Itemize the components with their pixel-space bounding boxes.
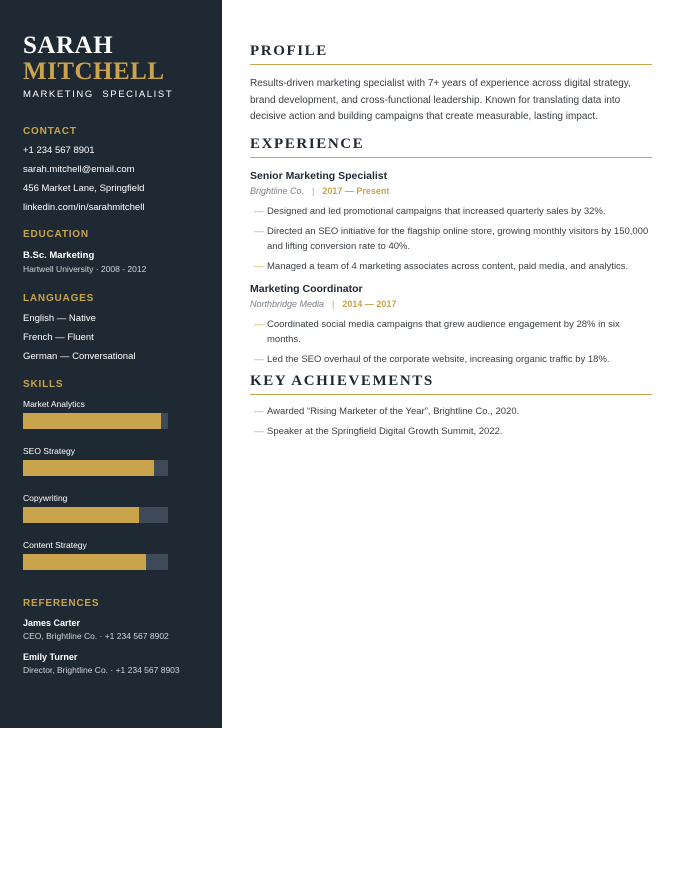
job-entry [250, 283, 652, 367]
job-meta [250, 186, 652, 196]
skill-item [23, 446, 199, 476]
job-bullet [250, 352, 652, 367]
skill-bar-fill [23, 413, 161, 429]
skills-heading: SKILLS [23, 379, 64, 390]
job-bullets [250, 204, 652, 274]
achievements-list [250, 404, 652, 439]
skill-label: Market Analytics [23, 399, 85, 409]
skill-item [23, 399, 199, 429]
bullet-text: Designed and led promotional campaigns that increased quarterly sales by 32%. [267, 205, 606, 217]
job-company: Brightline Co. [250, 185, 305, 196]
achievement-item [250, 404, 652, 419]
reference-detail: Director, Brightline Co. · +1 234 567 8903 [23, 665, 180, 675]
achievement-text: Speaker at the Springfield Digital Growth Summit, 2022. [267, 425, 503, 437]
job-dates: 2014 — 2017 [342, 298, 397, 309]
skill-bar-track [23, 413, 168, 429]
education-degree: B.Sc. Marketing [23, 250, 95, 261]
language-item: German — Conversational [23, 351, 136, 362]
job-bullet [250, 204, 652, 219]
education-school: Hartwell University · 2008 - 2012 [23, 264, 147, 274]
role-title: MARKETING SPECIALIST [23, 89, 174, 100]
skill-bar-fill [23, 507, 139, 523]
bullet-text: Led the SEO overhaul of the corporate website, increasing organic traffic by 18%. [267, 353, 610, 365]
skill-bar-fill [23, 554, 146, 570]
skill-bar-track [23, 460, 168, 476]
bullet-text: Coordinated social media campaigns that grew audience engagement by 28% in six months. [267, 318, 620, 345]
contact-phone: +1 234 567 8901 [23, 145, 95, 156]
job-bullet [250, 224, 652, 254]
skill-bar-track [23, 554, 168, 570]
contact-linkedin[interactable]: linkedin.com/in/sarahmitchell [23, 202, 145, 213]
job-title: Marketing Coordinator [250, 282, 363, 295]
bullet-text: Directed an SEO initiative for the flagship online store, growing monthly visitors by 150,000 and lifting conversion rate to 40%. [267, 225, 649, 252]
job-separator: | [312, 185, 315, 196]
bullet-dash: — [254, 353, 264, 365]
job-company: Northbridge Media [250, 298, 325, 309]
skill-label: Content Strategy [23, 540, 87, 550]
job-bullet [250, 317, 652, 347]
contact-address: 456 Market Lane, Springfield [23, 183, 145, 194]
job-dates: 2017 — Present [322, 185, 390, 196]
reference-item [23, 652, 199, 675]
job-title: Senior Marketing Specialist [250, 169, 388, 182]
skill-bar-track [23, 507, 168, 523]
reference-item [23, 618, 199, 641]
contact-email[interactable]: sarah.mitchell@email.com [23, 164, 135, 175]
job-bullet [250, 259, 652, 274]
reference-name: James Carter [23, 618, 81, 628]
job-bullets [250, 317, 652, 367]
profile-summary: Results-driven marketing specialist with 7+ years of experience across digital strategy, brand development, and cross-functional leadership. Known for translating data into decisive action and building campaigns that create measurable, lasting impact. [250, 78, 631, 122]
job-separator: | [332, 298, 335, 309]
reference-name: Emily Turner [23, 652, 78, 662]
achievement-item [250, 424, 652, 439]
main-content [250, 0, 652, 444]
contact-heading: CONTACT [23, 126, 77, 137]
achievements-heading: KEY ACHIEVEMENTS [250, 373, 652, 395]
job-meta [250, 299, 652, 309]
first-name: SARAH [23, 32, 114, 59]
education-heading: EDUCATION [23, 229, 89, 240]
skill-label: Copywriting [23, 493, 68, 503]
bullet-dash: — [254, 318, 264, 330]
experience-heading: EXPERIENCE [250, 136, 652, 158]
language-item: French — Fluent [23, 332, 94, 343]
last-name: MITCHELL [23, 58, 165, 85]
skill-bar-fill [23, 460, 154, 476]
reference-detail: CEO, Brightline Co. · +1 234 567 8902 [23, 631, 169, 641]
sidebar [0, 0, 222, 728]
bullet-dash: — [254, 225, 264, 237]
skill-item [23, 540, 199, 570]
languages-heading: LANGUAGES [23, 293, 95, 304]
language-item: English — Native [23, 313, 96, 324]
bullet-text: Managed a team of 4 marketing associates across content, paid media, and analytics. [267, 260, 629, 272]
job-entry [250, 170, 652, 274]
achievement-text: Awarded “Rising Marketer of the Year”, Brightline Co., 2020. [267, 405, 520, 417]
bullet-dash: — [254, 405, 264, 417]
bullet-dash: — [254, 260, 264, 272]
skill-label: SEO Strategy [23, 446, 75, 456]
skill-item [23, 493, 199, 523]
references-heading: REFERENCES [23, 598, 100, 609]
profile-heading: PROFILE [250, 43, 652, 65]
bullet-dash: — [254, 425, 264, 437]
bullet-dash: — [254, 205, 264, 217]
